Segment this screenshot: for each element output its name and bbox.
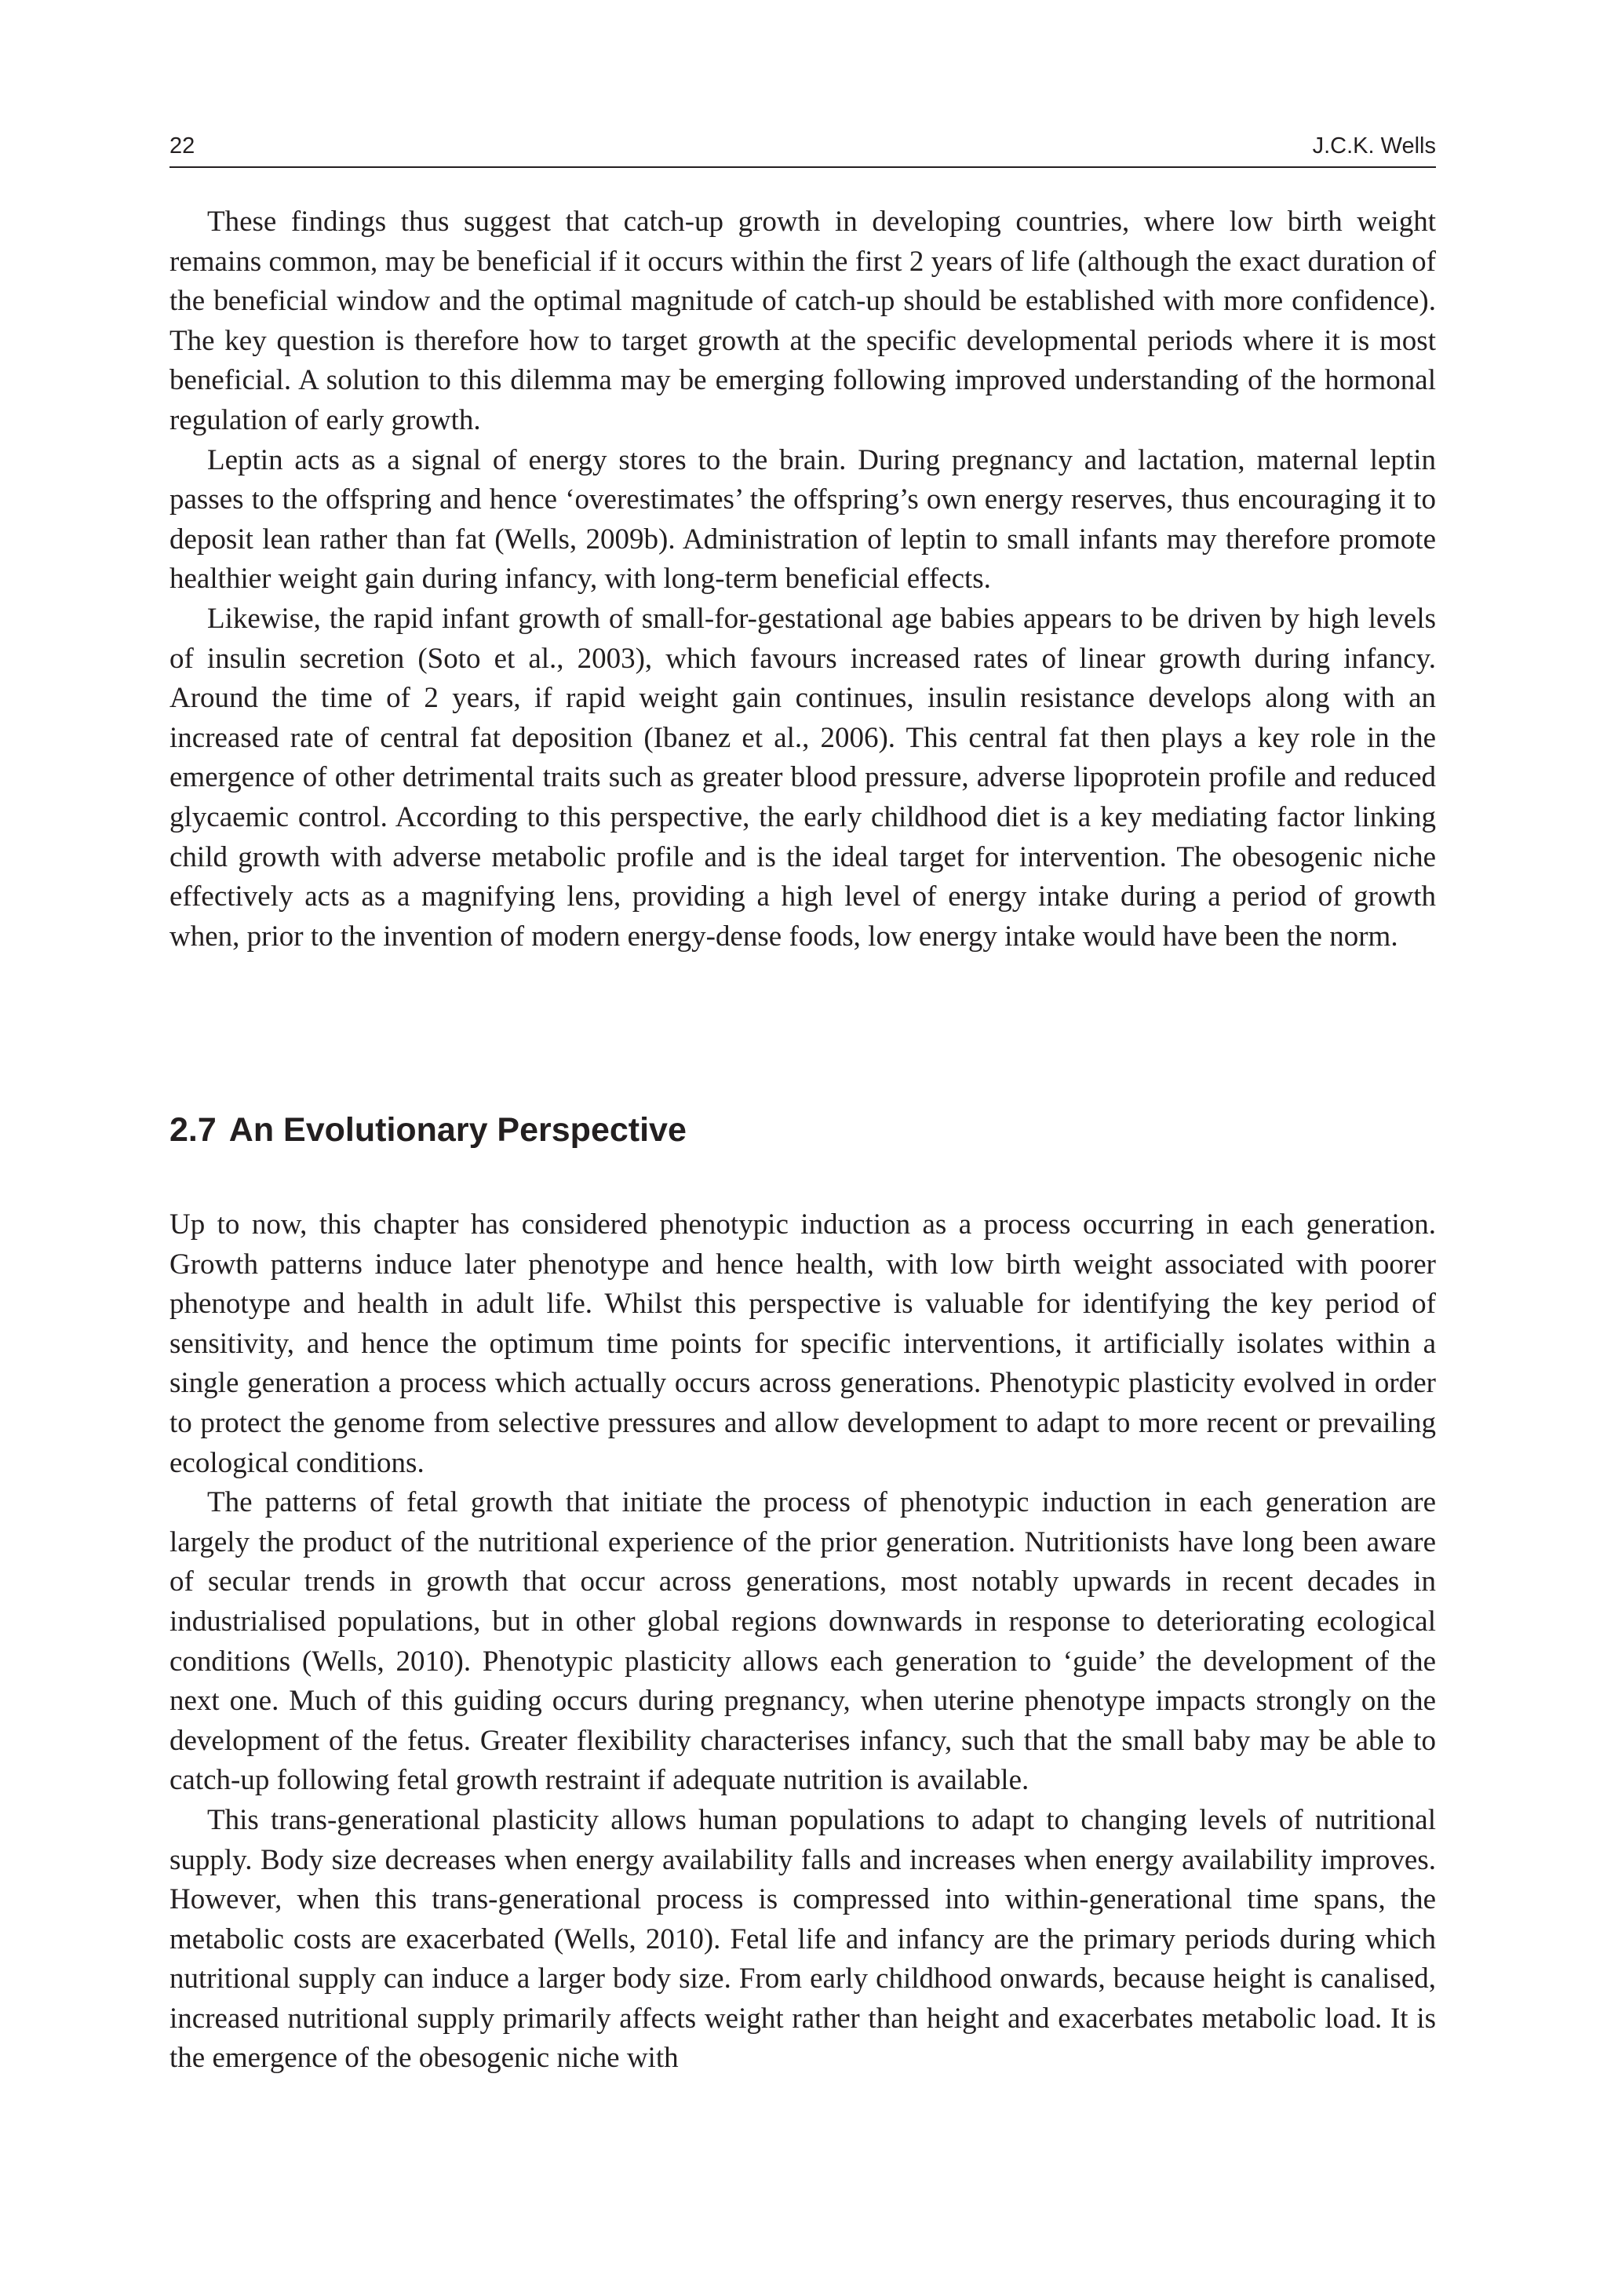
section-heading (169, 1106, 687, 1153)
running-head (169, 130, 1436, 168)
page-number: 22 (169, 133, 195, 159)
running-head-author: J.C.K. Wells (1312, 133, 1436, 159)
paragraph: This trans-generational plasticity allows human populations to adapt to changing levels of nutritional supply. Body size decreases when energy availability falls and increases when energy availability improves. However, when this trans-generational process is compressed into within-generational time spans, the metabolic costs are exacerbated (Wells, 2010). Fetal life and infancy are the primary periods during which nutritional supply can induce a larger body size. From early childhood onwards, because height is canalised, increased nutritional supply primarily affects weight rather than height and exacerbates metabolic load. It is the emergence of the obesogenic niche with (169, 1803, 1436, 2075)
section-title: An Evolutionary Perspective (228, 1111, 687, 1149)
paragraph: The patterns of fetal growth that initiate the process of phenotypic induction in each generation are largely the product of the nutritional experience of the prior generation. Nutritionists have long been aware of secular trends in growth that occur across generations, most notably upwards in recent decades in industrialised populations, but in other global regions downwards in response to deteriorating ecological conditions (Wells, 2010). Phenotypic plasticity allows each generation to ‘guide’ the development of the next one. Much of this guiding occurs during pregnancy, when uterine phenotype impacts strongly on the development of the fetus. Greater flexibility characterises infancy, such that the small baby may be able to catch-up following fetal growth restraint if adequate nutrition is available. (169, 1486, 1436, 1797)
paragraph: Up to now, this chapter has considered phenotypic induction as a process occurring in each generation. Growth patterns induce later phenotype and hence health, with low birth weight associated with poorer phenotype and health in adult life. Whilst this perspective is valuable for identifying the key period of sensitivity, and hence the optimum time points for specific interventions, it artificially isolates within a single generation a process which actually occurs across generations. Phenotypic plasticity evolved in order to protect the genome from selective pressures and allow development to adapt to more recent or prevailing ecological conditions. (169, 1208, 1436, 1479)
body-text-section (169, 1205, 1436, 2079)
paragraph: Leptin acts as a signal of energy stores to the brain. During pregnancy and lactation, maternal leptin passes to the offspring and hence ‘overestimates’ the offspring’s own energy reserves, thus encouraging it to deposit lean rather than fat (Wells, 2009b). Administration of leptin to small infants may therefore promote healthier weight gain during infancy, with long-term beneficial effects. (169, 443, 1436, 596)
paragraph: These findings thus suggest that catch-up growth in developing countries, where low birth weight remains common, may be beneficial if it occurs within the first 2 years of life (although the exact duration of the beneficial window and the optimal magnitude of catch-up should be established with more confidence). The key question is therefore how to target growth at the specific developmental periods where it is most beneficial. A solution to this dilemma may be emerging following improved understanding of the hormonal regulation of early growth. (169, 206, 1436, 436)
section-number: 2.7 (169, 1111, 217, 1149)
paragraph: Likewise, the rapid infant growth of small-for-gestational age babies appears to be driven by high levels of insulin secretion (Soto et al., 2003), which favours increased rates of linear growth during infancy. Around the time of 2 years, if rapid weight gain continues, insulin resistance develops along with an increased rate of central fat deposition (Ibanez et al., 2006). This central fat then plays a key role in the emergence of other detrimental traits such as greater blood pressure, adverse lipoprotein profile and reduced glycaemic control. According to this perspective, the early childhood diet is a key mediating factor linking child growth with adverse metabolic profile and is the ideal target for intervention. The obesogenic niche effectively acts as a magnifying lens, providing a high level of energy intake during a period of growth when, prior to the invention of modern energy-dense foods, low energy intake would have been the norm. (169, 602, 1436, 953)
body-text-top (169, 202, 1436, 957)
